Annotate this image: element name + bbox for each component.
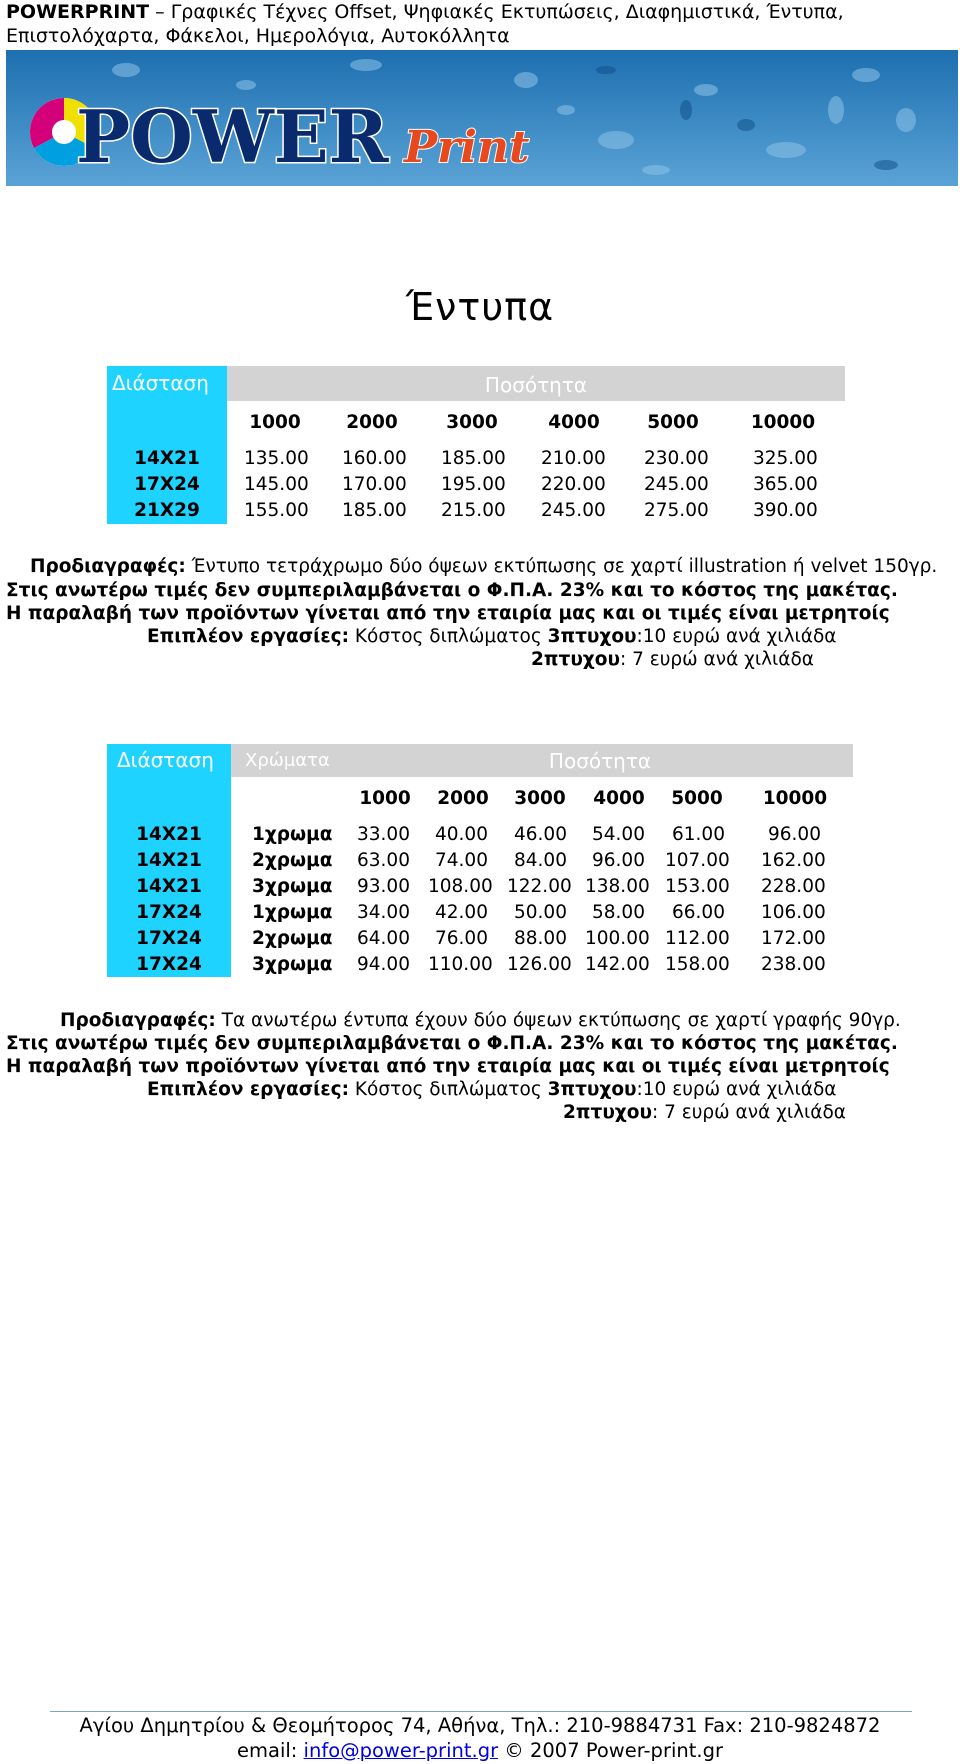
table2-price: 66.00 <box>672 902 725 923</box>
table1-qty: 4000 <box>548 412 600 433</box>
table2-colors-header: Χρώματα <box>245 750 330 771</box>
spec-text: Τα ανωτέρω έντυπα έχουν δύο όψεων εκτύπωσης σε χαρτί γραφής 90γρ. <box>215 1010 901 1031</box>
table2-price: 74.00 <box>435 850 488 871</box>
table1-price: 245.00 <box>644 474 709 495</box>
spec-label: Προδιαγραφές: <box>30 556 186 577</box>
table2-price: 107.00 <box>665 850 730 871</box>
table2-price: 228.00 <box>761 876 826 897</box>
table2-colors: 3χρωμα <box>252 954 333 975</box>
pickup-note: Η παραλαβή των προϊόντων γίνεται από την εταιρία μας και οι τιμές είναι μετρητοίς <box>6 603 890 624</box>
table2-price: 162.00 <box>761 850 826 871</box>
fold2-text: : 7 ευρώ ανά χιλιάδα <box>619 649 815 670</box>
table1-price: 145.00 <box>244 474 309 495</box>
footer-divider <box>50 1711 912 1712</box>
table2-size: 14X21 <box>136 876 202 897</box>
table2-price: 112.00 <box>665 928 730 949</box>
fold3-text: :10 ευρώ ανά χιλιάδα <box>636 626 837 647</box>
table2-price: 96.00 <box>768 824 821 845</box>
footer-email-label: email: <box>237 1739 304 1762</box>
vat-note: Στις ανωτέρω τιμές δεν συμπεριλαμβάνεται ο Φ.Π.Α. 23% και το κόστος της μακέτας. <box>6 1033 898 1054</box>
table1-price: 210.00 <box>541 448 606 469</box>
table2-price: 106.00 <box>761 902 826 923</box>
logo-print-text: Print <box>404 122 530 173</box>
table2-dim-header: Διάσταση <box>117 748 214 772</box>
table1-qty-header: Ποσότητα <box>484 373 588 397</box>
table2-price: 122.00 <box>507 876 572 897</box>
table2-qty: 5000 <box>671 788 723 809</box>
table2-qty: 3000 <box>514 788 566 809</box>
spec-text: Έντυπο τετράχρωμο δύο όψεων εκτύπωσης σε χαρτί illustration ή velvet 150γρ. <box>185 556 938 577</box>
table2-qty: 2000 <box>437 788 489 809</box>
table2-qty: 4000 <box>593 788 645 809</box>
table2-price: 84.00 <box>514 850 567 871</box>
table1-dim-header: Διάσταση <box>112 371 209 395</box>
table1-price: 155.00 <box>244 500 309 521</box>
header-tagline: – Γραφικές Τέχνες Offset, Ψηφιακές Εκτυπώσεις, Διαφημιστικά, Έντυπα, <box>149 1 844 23</box>
fold2-text: : 7 ευρώ ανά χιλιάδα <box>651 1102 847 1123</box>
table2-price: 96.00 <box>592 850 645 871</box>
footer-address: Αγίου Δημητρίου & Θεομήτορος 74, Αθήνα, Τηλ.: 210-9884731 Fax: 210-9824872 <box>79 1714 881 1737</box>
table1-price: 135.00 <box>244 448 309 469</box>
table2-price: 54.00 <box>592 824 645 845</box>
table1-price: 215.00 <box>441 500 506 521</box>
vat-note: Στις ανωτέρω τιμές δεν συμπεριλαμβάνεται ο Φ.Π.Α. 23% και το κόστος της μακέτας. <box>6 580 898 601</box>
table2-price: 94.00 <box>357 954 410 975</box>
table2-price: 33.00 <box>357 824 410 845</box>
fold3-label: 3πτυχου <box>547 626 637 647</box>
table1-price: 220.00 <box>541 474 606 495</box>
header-line-2: Επιστολόχαρτα, Φάκελοι, Ημερολόγια, Αυτοκόλλητα <box>6 25 510 47</box>
table2-price: 110.00 <box>428 954 493 975</box>
table2-price: 172.00 <box>761 928 826 949</box>
extra-work-line <box>147 626 837 648</box>
header-line-1 <box>6 0 946 24</box>
table2-price: 138.00 <box>585 876 650 897</box>
table2-price: 58.00 <box>592 902 645 923</box>
fold2-label: 2πτυχου <box>531 649 620 670</box>
table2-price: 126.00 <box>507 954 572 975</box>
table2-price: 238.00 <box>761 954 826 975</box>
table2-price: 158.00 <box>665 954 730 975</box>
table2-price: 40.00 <box>435 824 488 845</box>
table2-qty-header: Ποσότητα <box>548 749 652 773</box>
table2-price: 50.00 <box>514 902 567 923</box>
table2-qty: 10000 <box>762 788 828 809</box>
table1-size: 21X29 <box>134 500 200 521</box>
table2-price: 93.00 <box>357 876 410 897</box>
table2-price: 63.00 <box>357 850 410 871</box>
table2-price: 46.00 <box>514 824 567 845</box>
page-title: Έντυπα <box>405 285 555 329</box>
table2-price: 64.00 <box>357 928 410 949</box>
table1-size: 17X24 <box>134 474 200 495</box>
table1-qty: 10000 <box>750 412 816 433</box>
table2-price: 108.00 <box>428 876 493 897</box>
table2-size: 17X24 <box>136 954 202 975</box>
table1-price: 185.00 <box>441 448 506 469</box>
extra-text: Κόστος διπλώματος <box>349 1079 548 1100</box>
fold3-label: 3πτυχου <box>547 1079 637 1100</box>
table2-price: 76.00 <box>435 928 488 949</box>
spec-line <box>60 1010 901 1032</box>
table2-price: 142.00 <box>585 954 650 975</box>
spec-label: Προδιαγραφές: <box>60 1010 216 1031</box>
table2-size: 14X21 <box>136 824 202 845</box>
pickup-note: Η παραλαβή των προϊόντων γίνεται από την εταιρία μας και οι τιμές είναι μετρητοίς <box>6 1056 890 1077</box>
table1-price: 365.00 <box>753 474 818 495</box>
table2-colors: 3χρωμα <box>252 876 333 897</box>
table2-colors: 1χρωμα <box>252 902 333 923</box>
table2-price: 61.00 <box>672 824 725 845</box>
fold2-line <box>563 1102 846 1124</box>
extra-work-line <box>147 1079 837 1101</box>
table1-qty: 5000 <box>647 412 699 433</box>
table2-price: 153.00 <box>665 876 730 897</box>
logo-power-text: POWER <box>76 94 389 179</box>
table1-qty: 1000 <box>249 412 301 433</box>
table1-size: 14X21 <box>134 448 200 469</box>
footer-copyright: © 2007 Power-print.gr <box>498 1739 723 1762</box>
table2-price: 42.00 <box>435 902 488 923</box>
fold2-label: 2πτυχου <box>563 1102 652 1123</box>
table2-price: 34.00 <box>357 902 410 923</box>
table2-colors: 2χρωμα <box>252 850 333 871</box>
table1-price: 275.00 <box>644 500 709 521</box>
footer-contact <box>0 1739 960 1763</box>
site-header <box>6 0 946 48</box>
table1-qty: 3000 <box>446 412 498 433</box>
extra-text: Κόστος διπλώματος <box>349 626 548 647</box>
table2-size: 14X21 <box>136 850 202 871</box>
table2-price: 100.00 <box>585 928 650 949</box>
table2-price: 88.00 <box>514 928 567 949</box>
banner-image <box>6 50 958 186</box>
extra-label: Επιπλέον εργασίες: <box>147 626 350 647</box>
table1-price: 325.00 <box>753 448 818 469</box>
table1-price: 160.00 <box>342 448 407 469</box>
table2-colors: 1χρωμα <box>252 824 333 845</box>
fold3-text: :10 ευρώ ανά χιλιάδα <box>636 1079 837 1100</box>
table1-price: 245.00 <box>541 500 606 521</box>
extra-label: Επιπλέον εργασίες: <box>147 1079 350 1100</box>
table1-price: 230.00 <box>644 448 709 469</box>
table2-colors: 2χρωμα <box>252 928 333 949</box>
footer-email-link[interactable]: info@power-print.gr <box>303 1739 499 1762</box>
brand-name: POWERPRINT <box>6 1 150 23</box>
table1-price: 170.00 <box>342 474 407 495</box>
table1-price: 195.00 <box>441 474 506 495</box>
table2-size: 17X24 <box>136 928 202 949</box>
table2-size: 17X24 <box>136 902 202 923</box>
fold2-line <box>531 649 814 671</box>
table1-price: 390.00 <box>753 500 818 521</box>
table1-qty: 2000 <box>346 412 398 433</box>
spec-line <box>30 556 937 578</box>
table2-qty: 1000 <box>359 788 411 809</box>
table1-price: 185.00 <box>342 500 407 521</box>
